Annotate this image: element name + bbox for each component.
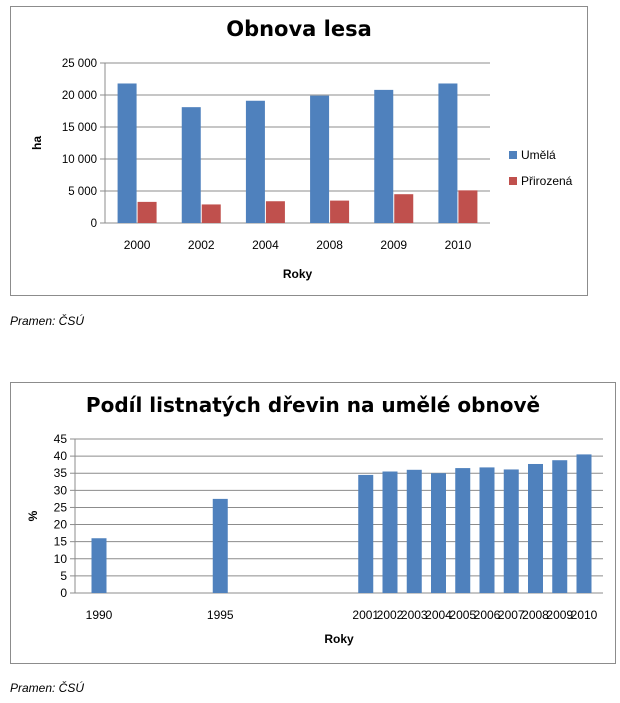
- bar: [383, 472, 398, 593]
- chart-plot: [11, 383, 615, 663]
- source-note: Pramen: ČSÚ: [10, 314, 85, 328]
- x-tick-label: 2004: [252, 238, 279, 252]
- x-tick-label: 2008: [522, 608, 549, 622]
- y-tick-label: 0: [90, 218, 97, 230]
- x-axis-label: Roky: [324, 632, 354, 646]
- x-tick-label: 2002: [187, 238, 215, 252]
- bar: [552, 460, 567, 593]
- bar: [407, 470, 422, 593]
- bar-umela: [374, 90, 393, 223]
- bar-prirozena: [458, 190, 477, 223]
- chart-obnova-lesa: [10, 6, 588, 296]
- bar-prirozena: [138, 202, 157, 223]
- bar-prirozena: [394, 194, 413, 223]
- bar: [213, 499, 228, 593]
- y-tick-label: 35: [53, 466, 67, 481]
- y-axis-label: ha: [30, 135, 44, 151]
- x-tick-label: 2003: [400, 608, 428, 622]
- x-tick-label: 2005: [449, 608, 477, 622]
- bar-prirozena: [202, 204, 221, 223]
- x-tick-label: 2004: [425, 608, 452, 622]
- x-tick-label: 2009: [546, 608, 574, 622]
- y-tick-label: 5 000: [68, 186, 97, 198]
- y-tick-label: 40: [53, 449, 67, 464]
- y-tick-label: 45: [53, 432, 67, 446]
- y-tick-label: 25: [53, 500, 67, 515]
- bar-umela: [310, 96, 329, 223]
- chart-title: Podíl listnatých dřevin na umělé obnově: [85, 393, 541, 417]
- x-tick-label: 2009: [380, 238, 408, 252]
- chart-title: Obnova lesa: [226, 17, 372, 41]
- source-note: Pramen: ČSÚ: [10, 681, 85, 695]
- bar-umela: [118, 83, 137, 223]
- y-tick-label: 15 000: [61, 122, 97, 134]
- legend-label: Přirozená: [521, 174, 573, 188]
- bar: [528, 464, 543, 593]
- y-tick-label: 0: [60, 586, 67, 600]
- x-tick-label: 2007: [497, 608, 525, 622]
- legend-swatch: [509, 177, 517, 185]
- bar: [504, 469, 519, 593]
- x-axis-label: Roky: [282, 267, 313, 281]
- bar: [358, 475, 373, 593]
- y-tick-label: 30: [53, 483, 67, 498]
- y-tick-label: 10 000: [61, 154, 97, 166]
- y-tick-label: 10: [53, 551, 67, 566]
- bar-umela: [182, 107, 201, 223]
- x-tick-label: 1990: [85, 608, 113, 622]
- bar: [577, 454, 592, 593]
- y-tick-label: 5: [60, 568, 67, 583]
- bar: [431, 473, 446, 593]
- x-tick-label: 2010: [570, 608, 598, 622]
- bar-prirozena: [266, 201, 285, 223]
- y-tick-label: 15: [53, 534, 67, 549]
- x-tick-label: 2008: [316, 238, 343, 252]
- x-tick-label: 2001: [352, 608, 380, 622]
- bar-umela: [438, 83, 457, 223]
- y-axis-label: %: [26, 510, 40, 522]
- bar: [455, 468, 470, 593]
- chart-plot: [11, 7, 587, 295]
- legend-label: Umělá: [521, 148, 556, 162]
- chart-podil-listnatych: [10, 382, 616, 664]
- bar-prirozena: [330, 201, 349, 223]
- bar: [92, 538, 107, 593]
- x-tick-label: 2010: [444, 238, 472, 252]
- y-tick-label: 20: [53, 517, 67, 532]
- y-tick-label: 20 000: [61, 90, 97, 102]
- x-tick-label: 2000: [123, 238, 151, 252]
- x-tick-label: 2002: [376, 608, 404, 622]
- x-tick-label: 2006: [473, 608, 501, 622]
- x-tick-label: 1995: [206, 608, 234, 622]
- legend-swatch: [509, 151, 517, 159]
- y-tick-label: 25 000: [61, 58, 97, 70]
- bar: [480, 467, 495, 593]
- bar-umela: [246, 101, 265, 223]
